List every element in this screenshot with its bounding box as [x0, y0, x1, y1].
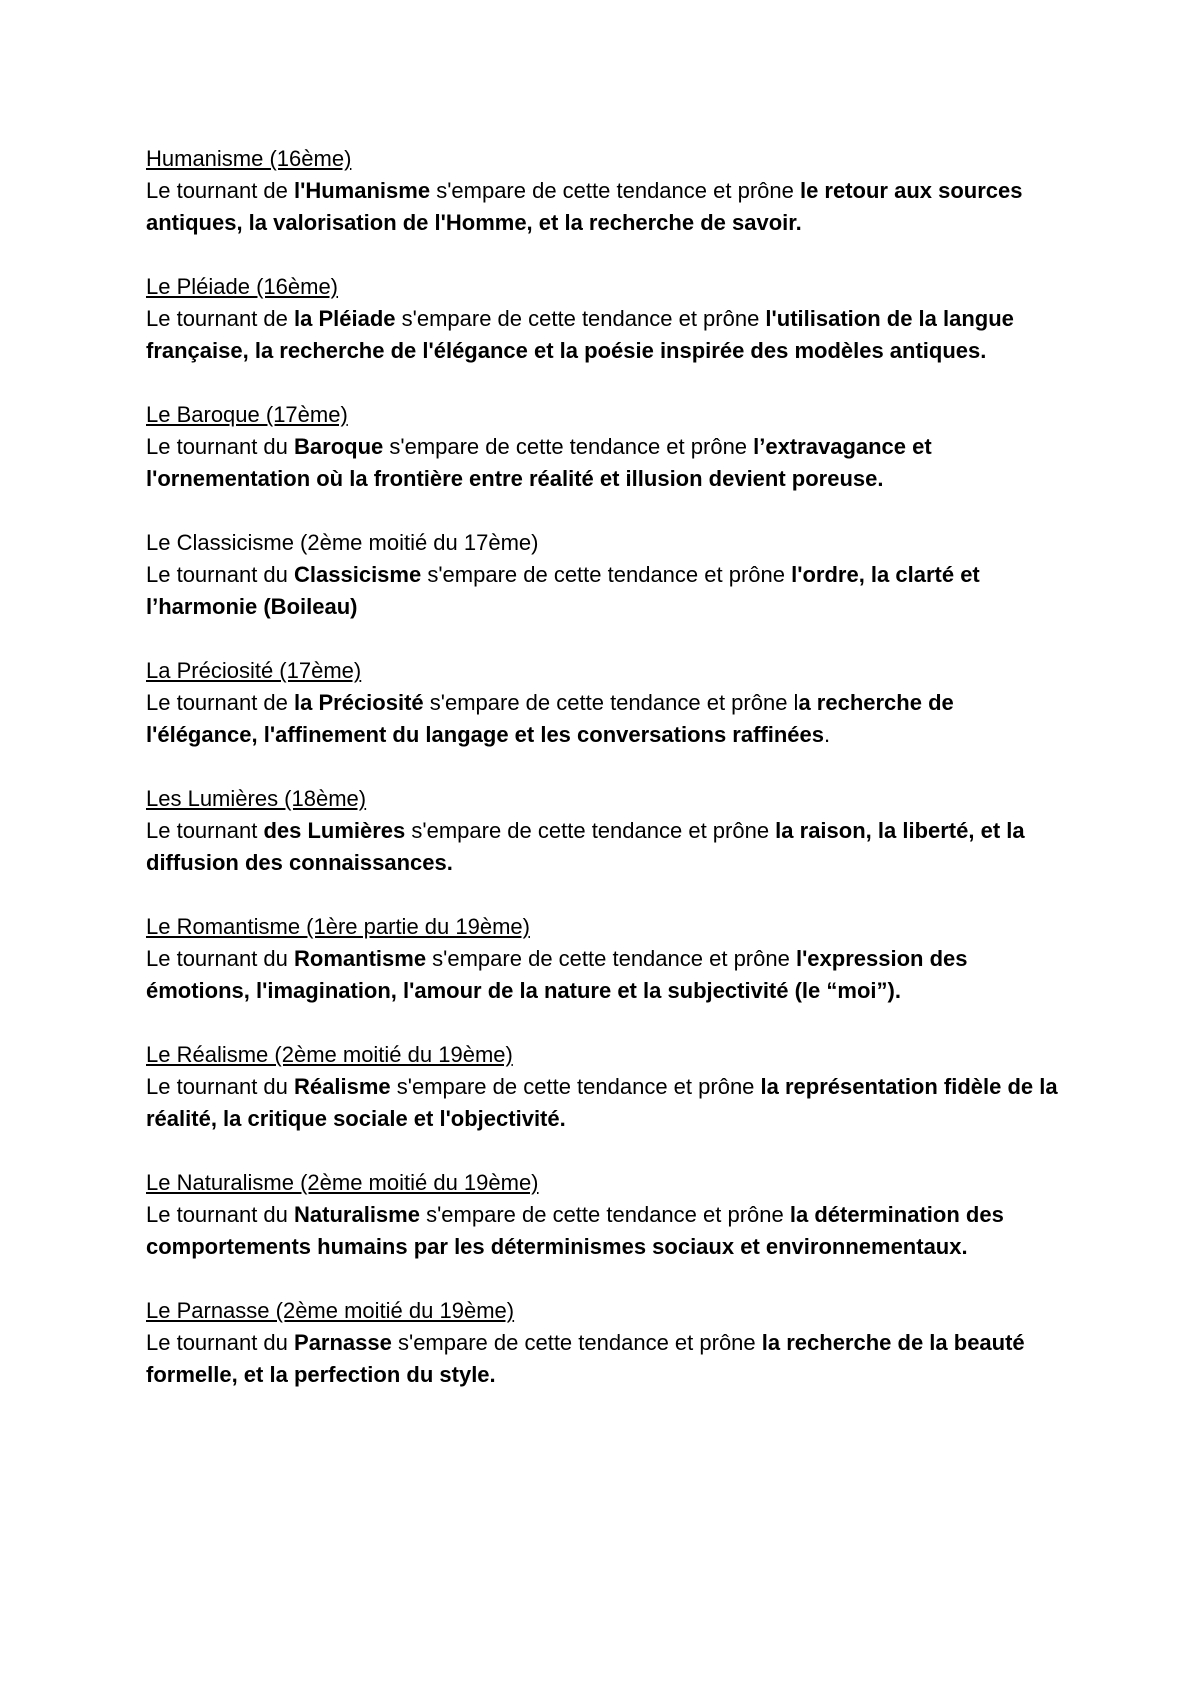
movement-section	[146, 527, 1066, 623]
movement-description	[146, 1327, 1066, 1391]
emphasized-text: Parnasse	[294, 1330, 392, 1355]
movement-heading: Le Classicisme (2ème moitié du 17ème)	[146, 530, 539, 555]
movement-section	[146, 271, 1066, 367]
emphasized-text: Baroque	[294, 434, 384, 459]
emphasized-text: la détermination des comportements humains par les déterminismes sociaux et environnementaux.	[146, 1202, 1004, 1259]
body-text: s'empare de cette tendance et prône	[419, 1202, 790, 1227]
emphasized-text: Classicisme	[294, 562, 422, 587]
movement-heading: Le Naturalisme (2ème moitié du 19ème)	[146, 1170, 539, 1195]
body-text: s'empare de cette tendance et prône l	[423, 690, 799, 715]
body-text: Le tournant du	[146, 562, 295, 587]
body-text: Le tournant du	[146, 1202, 295, 1227]
emphasized-text: l'utilisation de la langue française, la recherche de l'élégance et la poésie inspirée des modèles antiques.	[146, 306, 1014, 363]
emphasized-text: des Lumières	[263, 818, 406, 843]
document-page	[146, 143, 1066, 1423]
body-text: s'empare de cette tendance et prône	[430, 178, 800, 203]
movement-heading: Le Romantisme (1ère partie du 19ème)	[146, 914, 530, 939]
body-text: Le tournant du	[146, 434, 295, 459]
movement-section	[146, 1039, 1066, 1135]
emphasized-text: l'ordre, la clarté et l’harmonie (Boileau)	[146, 562, 980, 619]
emphasized-text: la Pléiade	[294, 306, 396, 331]
body-text: s'empare de cette tendance et prône	[383, 434, 754, 459]
emphasized-text: l’extravagance et l'ornementation où la frontière entre réalité et illusion devient poreuse.	[146, 434, 932, 491]
body-text: Le tournant du	[146, 1074, 295, 1099]
body-text: s'empare de cette tendance et prône	[421, 562, 792, 587]
movement-heading: Le Baroque (17ème)	[146, 402, 348, 427]
movement-heading: Les Lumières (18ème)	[146, 786, 367, 811]
emphasized-text: Romantisme	[294, 946, 427, 971]
body-text: s'empare de cette tendance et prône	[426, 946, 796, 971]
emphasized-text: la Préciosité	[294, 690, 424, 715]
movement-section	[146, 1295, 1066, 1391]
emphasized-text: l'expression des émotions, l'imagination, l'amour de la nature et la subjectivité (le “moi”).	[146, 946, 968, 1003]
movement-section	[146, 655, 1066, 751]
body-text: .	[824, 722, 831, 747]
body-text: Le tournant de	[146, 690, 295, 715]
emphasized-text: Naturalisme	[294, 1202, 420, 1227]
movement-section	[146, 783, 1066, 879]
body-text: Le tournant du	[146, 946, 295, 971]
emphasized-text: l'Humanisme	[294, 178, 431, 203]
emphasized-text: la recherche de la beauté formelle, et la perfection du style.	[146, 1330, 1025, 1387]
movement-heading: Le Réalisme (2ème moitié du 19ème)	[146, 1042, 513, 1067]
movement-description	[146, 815, 1066, 879]
emphasized-text: la raison, la liberté, et la diffusion des connaissances.	[146, 818, 1025, 875]
movement-section	[146, 143, 1066, 239]
body-text: s'empare de cette tendance et prône	[391, 1330, 762, 1355]
movement-description	[146, 303, 1066, 367]
movement-description	[146, 943, 1066, 1007]
movement-section	[146, 911, 1066, 1007]
movement-heading: Humanisme (16ème)	[146, 146, 352, 171]
emphasized-text: a recherche de l'élégance, l'affinement du langage et les conversations raffinées	[146, 690, 954, 747]
movement-description	[146, 1071, 1066, 1135]
movement-heading: La Préciosité (17ème)	[146, 658, 362, 683]
movement-heading: Le Pléiade (16ème)	[146, 274, 339, 299]
emphasized-text: le retour aux sources antiques, la valorisation de l'Homme, et la recherche de savoir.	[146, 178, 1023, 235]
body-text: s'empare de cette tendance et prône	[405, 818, 776, 843]
emphasized-text: la représentation fidèle de la réalité, la critique sociale et l'objectivité.	[146, 1074, 1058, 1131]
body-text: Le tournant	[146, 818, 264, 843]
movement-description	[146, 1199, 1066, 1263]
movement-description	[146, 431, 1066, 495]
body-text: Le tournant du	[146, 1330, 295, 1355]
movement-description	[146, 559, 1066, 623]
body-text: Le tournant de	[146, 306, 295, 331]
movement-description	[146, 175, 1066, 239]
movement-section	[146, 399, 1066, 495]
body-text: s'empare de cette tendance et prône	[395, 306, 766, 331]
movement-section	[146, 1167, 1066, 1263]
body-text: s'empare de cette tendance et prône	[390, 1074, 761, 1099]
body-text: Le tournant de	[146, 178, 295, 203]
movement-heading: Le Parnasse (2ème moitié du 19ème)	[146, 1298, 515, 1323]
emphasized-text: Réalisme	[294, 1074, 391, 1099]
movement-description	[146, 687, 1066, 751]
